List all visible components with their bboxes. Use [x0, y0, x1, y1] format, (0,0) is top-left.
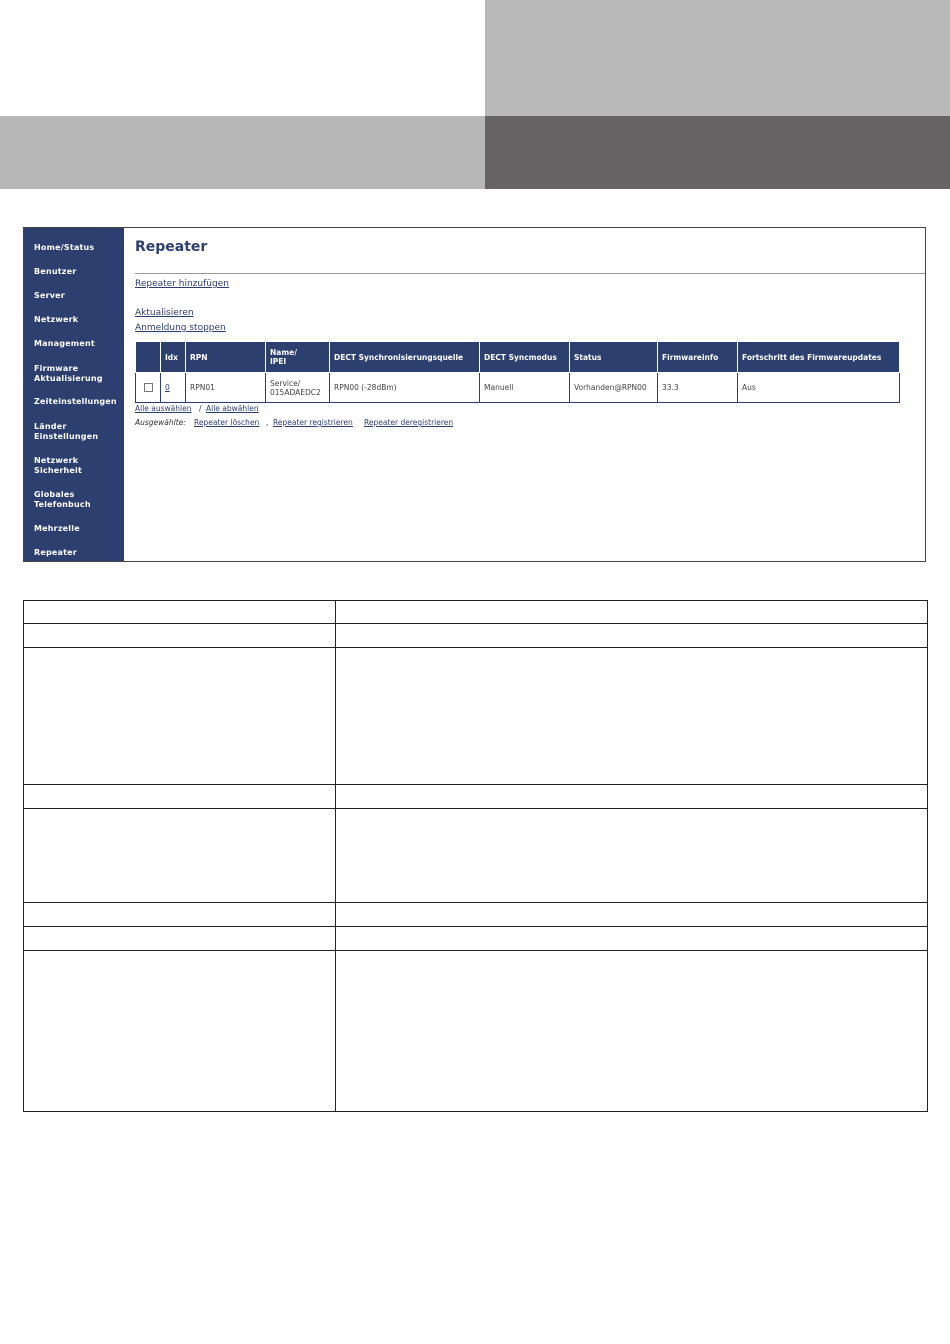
grid-cell — [336, 951, 928, 1112]
grid-cell — [24, 927, 336, 951]
header-sync-mode: DECT Syncmodus — [480, 342, 570, 373]
grid-row — [24, 785, 928, 809]
grid-cell — [24, 601, 336, 624]
register-repeater-link[interactable]: Repeater registrieren — [273, 418, 353, 427]
table-header-row — [136, 342, 900, 373]
sidebar-item-telefonbuch[interactable]: Globales Telefonbuch — [34, 490, 91, 509]
header-progress: Fortschritt des Firmwareupdates — [738, 342, 900, 373]
grid-cell — [336, 785, 928, 809]
header-select — [136, 342, 161, 373]
header-status: Status — [570, 342, 658, 373]
banner-bottom-right — [485, 116, 950, 189]
row-idx-link[interactable]: 0 — [165, 383, 170, 392]
grid-row — [24, 809, 928, 903]
add-repeater-link[interactable]: Repeater hinzufügen — [135, 279, 229, 289]
sidebar-item-netzwerk-sicherheit[interactable]: Netzwerk Sicherheit — [34, 456, 82, 475]
sidebar — [24, 228, 124, 561]
row-rpn: RPN01 — [186, 373, 266, 403]
grid-cell — [336, 903, 928, 927]
row-firmware: 33.3 — [658, 373, 738, 403]
delete-repeater-link[interactable]: Repeater löschen — [194, 418, 260, 427]
grid-cell — [336, 927, 928, 951]
deregister-repeater-link[interactable]: Repeater deregistrieren — [364, 418, 454, 427]
sidebar-item-zeiteinstellungen[interactable]: Zeiteinstellungen — [34, 397, 117, 406]
sidebar-item-server[interactable]: Server — [34, 291, 65, 300]
header-sync-source: DECT Synchronisierungsquelle — [330, 342, 480, 373]
sidebar-item-laender[interactable]: Länder Einstellungen — [34, 422, 99, 441]
stop-registration-link[interactable]: Anmeldung stoppen — [135, 323, 226, 333]
layout-grid-table — [23, 600, 928, 1112]
header-name-ipei: Name/ IPEI — [266, 342, 330, 373]
sidebar-item-benutzer[interactable]: Benutzer — [34, 267, 77, 276]
refresh-link[interactable]: Aktualisieren — [135, 308, 194, 318]
grid-cell — [24, 951, 336, 1112]
header-firmware: Firmwareinfo — [658, 342, 738, 373]
action-comma: , — [266, 418, 269, 427]
table-row — [136, 373, 900, 403]
grid-row — [24, 951, 928, 1112]
grid-cell — [336, 809, 928, 903]
row-status: Vorhanden@RPN00 — [570, 373, 658, 403]
repeater-table — [135, 341, 900, 403]
page-title: Repeater — [135, 239, 208, 255]
grid-row — [24, 601, 928, 624]
row-sync-mode: Manuell — [480, 373, 570, 403]
deselect-all-link[interactable]: Alle abwählen — [206, 404, 259, 413]
title-divider — [135, 273, 925, 274]
sidebar-item-management[interactable]: Management — [34, 339, 95, 348]
row-name-ipei: Service/ 015ADAEDC2 — [266, 373, 330, 403]
grid-cell — [24, 785, 336, 809]
select-all-link[interactable]: Alle auswählen — [135, 404, 192, 413]
sidebar-item-netzwerk[interactable]: Netzwerk — [34, 315, 79, 324]
row-select-cell — [136, 373, 161, 403]
grid-row — [24, 903, 928, 927]
select-separator: / — [199, 404, 202, 413]
grid-cell — [24, 903, 336, 927]
grid-cell — [24, 648, 336, 785]
sidebar-item-home-status[interactable]: Home/Status — [34, 243, 95, 252]
sidebar-item-mehrzelle[interactable]: Mehrzelle — [34, 524, 80, 533]
grid-row — [24, 648, 928, 785]
grid-cell — [24, 809, 336, 903]
main-content — [124, 228, 925, 561]
grid-row — [24, 624, 928, 648]
row-idx-cell — [161, 373, 186, 403]
row-checkbox[interactable] — [144, 383, 153, 392]
sidebar-item-repeater[interactable]: Repeater — [34, 548, 77, 557]
row-sync-source: RPN00 (-28dBm) — [330, 373, 480, 403]
grid-cell — [336, 648, 928, 785]
sidebar-item-firmware[interactable]: Firmware Aktualisierung — [34, 364, 103, 383]
grid-cell — [336, 601, 928, 624]
selected-label: Ausgewählte: — [135, 418, 186, 427]
banner-top-right — [485, 0, 950, 116]
header-idx: Idx — [161, 342, 186, 373]
banner-bottom-left — [0, 116, 485, 189]
row-progress: Aus — [738, 373, 900, 403]
grid-cell — [336, 624, 928, 648]
header-rpn: RPN — [186, 342, 266, 373]
grid-row — [24, 927, 928, 951]
screenshot-frame — [23, 227, 926, 562]
grid-cell — [24, 624, 336, 648]
